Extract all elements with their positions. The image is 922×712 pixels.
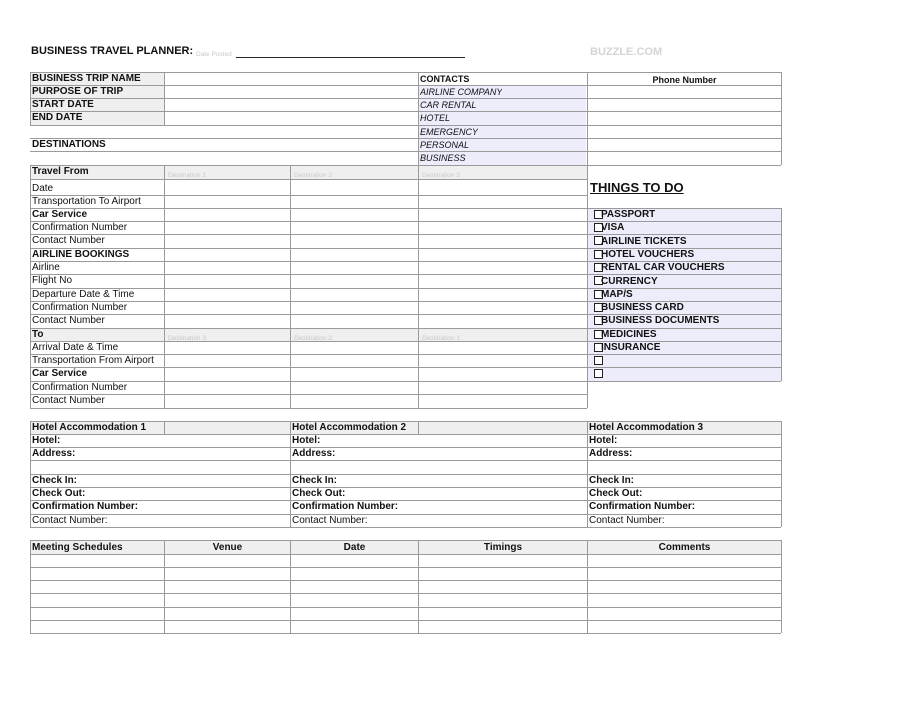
todo-insurance: INSURANCE (601, 342, 661, 353)
label-start-date: START DATE (32, 99, 94, 110)
grid-line (30, 165, 587, 166)
contacts-header: CONTACTS (420, 74, 470, 84)
todo-rental-car: RENTAL CAR VOUCHERS (601, 262, 725, 273)
row-departure: Departure Date & Time (32, 289, 135, 300)
label-destinations: DESTINATIONS (32, 139, 106, 150)
end-date-field[interactable] (165, 112, 418, 124)
hotel-2-checkout-label: Check Out: (292, 488, 346, 499)
grid-line (587, 367, 781, 368)
grid-line (30, 447, 781, 448)
grid-line (30, 460, 781, 461)
todo-maps: MAP/S (601, 289, 633, 300)
grid-line (30, 487, 781, 488)
contact-personal: PERSONAL (420, 140, 470, 150)
hotel-1-confirmation-label: Confirmation Number: (32, 501, 139, 512)
todo-business-card: BUSINESS CARD (601, 302, 684, 313)
grid-line (30, 633, 781, 634)
meeting-col-schedules: Meeting Schedules (32, 542, 123, 553)
contact-emergency: EMERGENCY (420, 127, 479, 137)
grid-line (418, 421, 419, 434)
grid-line (30, 607, 781, 608)
grid-line (30, 165, 31, 408)
hotel-3-checkin-label: Check In: (589, 475, 635, 486)
grid-line (30, 151, 418, 152)
row-return-confirmation: Confirmation Number (32, 382, 128, 393)
row-airline: Airline (32, 262, 60, 273)
phone-header: Phone Number (652, 75, 717, 85)
grid-line (30, 474, 781, 475)
hotel-3-title: Hotel Accommodation 3 (589, 422, 704, 433)
row-confirmation-number: Confirmation Number (32, 222, 128, 233)
grid-line (30, 208, 587, 209)
todo-visa: VISA (601, 222, 625, 233)
grid-line (418, 72, 781, 73)
phone-business-field[interactable] (588, 152, 781, 164)
grid-line (418, 72, 419, 165)
meeting-col-timings: Timings (483, 542, 523, 553)
contact-business: BUSINESS (420, 153, 466, 163)
hotel-3-address-label: Address: (589, 448, 633, 459)
from-destination-3: Destination 3 (422, 172, 460, 179)
label-purpose: PURPOSE OF TRIP (32, 86, 124, 97)
grid-line (781, 540, 782, 633)
hotel-3-confirmation-label: Confirmation Number: (589, 501, 696, 512)
hotel-3-checkout-label: Check Out: (589, 488, 643, 499)
hotel-1-checkout-label: Check Out: (32, 488, 86, 499)
row-car-service: Car Service (32, 209, 88, 220)
grid-line (587, 354, 781, 355)
contact-airline: AIRLINE COMPANY (420, 87, 503, 97)
phone-personal-field[interactable] (588, 139, 781, 151)
planner-title: BUSINESS TRAVEL PLANNER: (31, 45, 194, 57)
meeting-col-comments: Comments (658, 542, 711, 553)
meeting-col-venue: Venue (212, 542, 243, 553)
buzzle-watermark: BUZZLE.COM (590, 46, 663, 58)
start-date-field[interactable] (165, 99, 418, 111)
phone-emergency-field[interactable] (588, 126, 781, 138)
grid-line (30, 593, 781, 594)
row-arrival: Arrival Date & Time (32, 342, 119, 353)
grid-line (30, 394, 587, 395)
meeting-col-date: Date (343, 542, 366, 553)
row-transport-from-airport: Transportation From Airport (32, 355, 154, 366)
row-flight-no: Flight No (32, 275, 73, 286)
grid-line (781, 421, 782, 527)
hotel-3-contact-label: Contact Number: (589, 515, 665, 526)
grid-line (781, 72, 782, 165)
date-placeholder: Date Posted (196, 51, 232, 58)
grid-line (30, 234, 587, 235)
hotel-2-confirmation-label: Confirmation Number: (292, 501, 399, 512)
to-destination-3: Destination 3 (168, 335, 206, 342)
grid-line (30, 434, 781, 435)
label-trip-name: BUSINESS TRIP NAME (32, 73, 141, 84)
from-destination-2: Destination 2 (294, 172, 332, 179)
hotel-2-name-label: Hotel: (292, 435, 321, 446)
todo-business-docs: BUSINESS DOCUMENTS (601, 315, 720, 326)
grid-line (30, 567, 781, 568)
hotel-2-contact-label: Contact Number: (292, 515, 368, 526)
grid-line (30, 367, 587, 368)
grid-line (30, 554, 781, 555)
todo-hotel-vouchers: HOTEL VOUCHERS (601, 249, 695, 260)
row-return-car-service: Car Service (32, 368, 88, 379)
hotel-2-title: Hotel Accommodation 2 (292, 422, 407, 433)
grid-line (30, 274, 587, 275)
todo-airline-tickets: AIRLINE TICKETS (601, 236, 687, 247)
title-underline[interactable] (236, 57, 465, 58)
row-flight-confirmation: Confirmation Number (32, 302, 128, 313)
row-return-contact: Contact Number (32, 395, 105, 406)
grid-line (290, 421, 291, 527)
grid-line (30, 125, 418, 126)
contact-car-rental: CAR RENTAL (420, 100, 477, 110)
grid-line (30, 527, 781, 528)
phone-car-rental-field[interactable] (588, 99, 781, 111)
hotel-2-address-label: Address: (292, 448, 336, 459)
grid-line (290, 165, 291, 408)
grid-line (164, 165, 165, 408)
contact-hotel: HOTEL (420, 113, 451, 123)
grid-line (30, 580, 781, 581)
grid-line (781, 208, 782, 381)
hotel-1-address-label: Address: (32, 448, 76, 459)
grid-line (30, 261, 587, 262)
todo-currency: CURRENCY (601, 276, 658, 287)
grid-line (30, 314, 587, 315)
phone-hotel-field[interactable] (588, 112, 781, 124)
label-end-date: END DATE (32, 112, 83, 123)
grid-line (30, 540, 31, 633)
todo-passport: PASSPORT (601, 209, 656, 220)
row-date: Date (32, 183, 54, 194)
to-destination-2: Destination 2 (294, 335, 332, 342)
hotel-1-contact-label: Contact Number: (32, 515, 108, 526)
grid-line (30, 514, 781, 515)
grid-line (587, 381, 781, 382)
grid-line (30, 328, 587, 329)
grid-line (587, 421, 588, 527)
hotel-1-name-label: Hotel: (32, 435, 61, 446)
row-contact-number: Contact Number (32, 235, 105, 246)
grid-line (30, 72, 31, 125)
from-destination-1: Destination 1 (168, 172, 206, 179)
todo-medicines: MEDICINES (601, 329, 657, 340)
hotel-1-checkin-label: Check In: (32, 475, 78, 486)
phone-airline-field[interactable] (588, 86, 781, 98)
hotel-1-title: Hotel Accommodation 1 (32, 422, 147, 433)
trip-name-field[interactable] (165, 73, 418, 85)
row-airline-bookings: AIRLINE BOOKINGS (32, 249, 130, 260)
grid-line (30, 620, 781, 621)
purpose-field[interactable] (165, 86, 418, 98)
things-to-do-title: THINGS TO DO (590, 180, 684, 195)
grid-line (30, 421, 31, 527)
hotel-2-checkin-label: Check In: (292, 475, 338, 486)
travel-to-header: To (32, 329, 44, 340)
grid-line (418, 165, 419, 408)
grid-line (164, 421, 165, 434)
todo-checkbox-blank-1[interactable] (594, 356, 603, 365)
hotel-3-name-label: Hotel: (589, 435, 618, 446)
row-flight-contact: Contact Number (32, 315, 105, 326)
to-destination-1: Destination 1 (422, 335, 460, 342)
row-transport-to-airport: Transportation To Airport (32, 196, 141, 207)
todo-checkbox-blank-2[interactable] (594, 369, 603, 378)
grid-line (30, 408, 587, 409)
travel-from-header: Travel From (32, 166, 89, 177)
